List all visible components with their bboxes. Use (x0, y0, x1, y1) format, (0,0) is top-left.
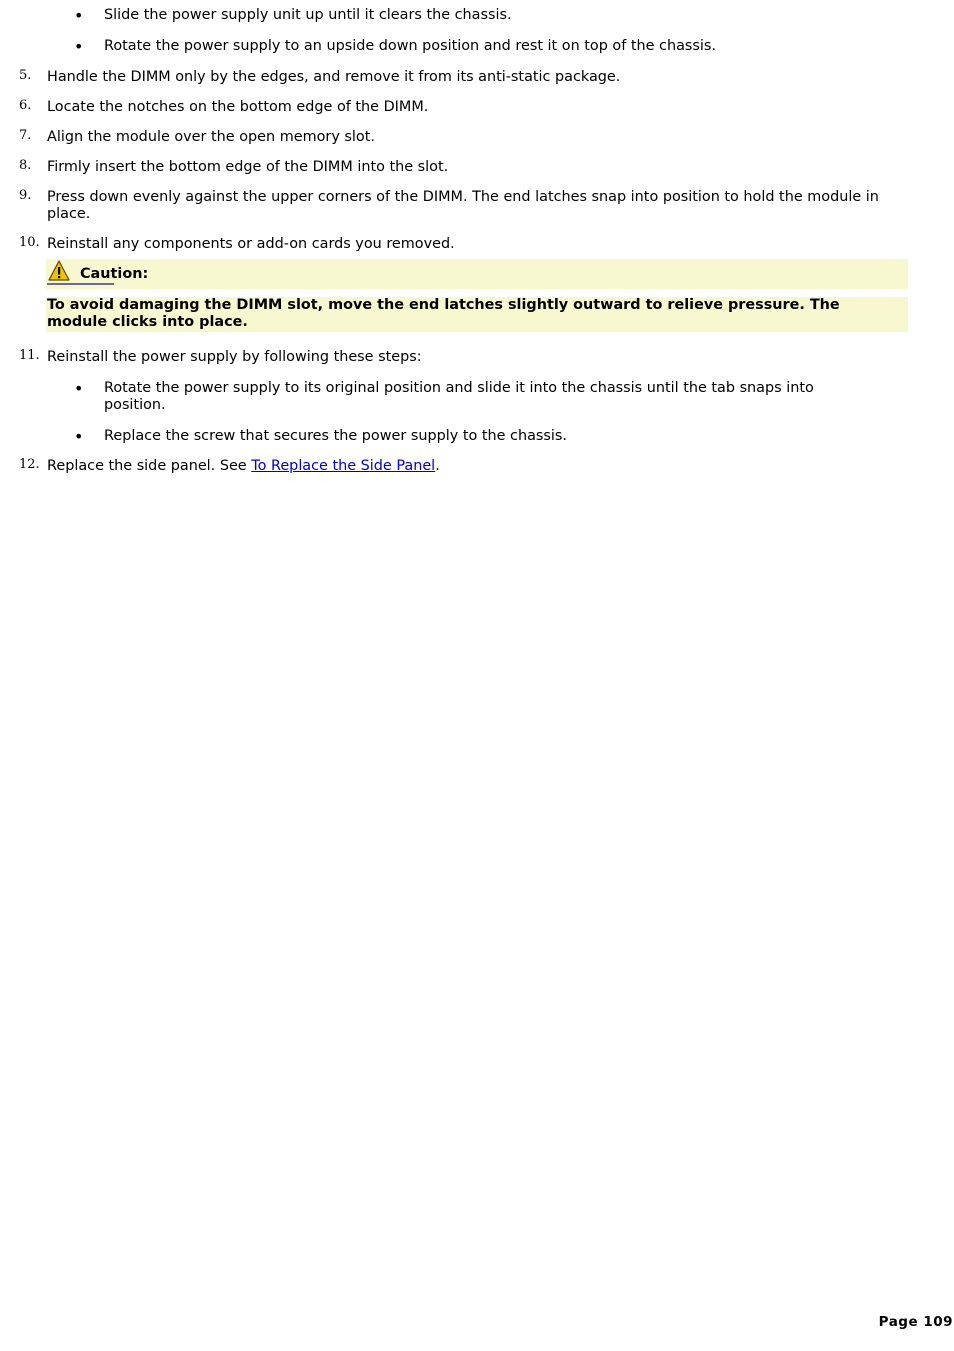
bullet-text: Slide the power supply unit up until it clears the chassis. (104, 7, 512, 23)
step-text: Reinstall any components or add-on cards you removed. (47, 236, 455, 252)
step-number: 11. (19, 348, 40, 363)
step-number: 8. (19, 158, 32, 173)
step-number: 6. (19, 98, 32, 113)
bullet-icon: • (74, 37, 84, 56)
bullet-text: Rotate the power supply to its original position and slide it into the chassis until the tab snaps into position. (104, 380, 814, 413)
step-text (47, 458, 917, 475)
step-number: 7. (19, 128, 32, 143)
step-number: 10. (19, 235, 40, 250)
replace-side-panel-link[interactable]: To Replace the Side Panel (251, 458, 436, 474)
step-text: Align the module over the open memory slot. (47, 129, 375, 145)
bullet-text: Rotate the power supply to an upside down position and rest it on top of the chassis. (104, 38, 716, 54)
bullet-text: Replace the screw that secures the power supply to the chassis. (104, 428, 567, 444)
step-text-prefix: Replace the side panel. See (47, 458, 252, 474)
caution-text: To avoid damaging the DIMM slot, move the end latches slightly outward to relieve pressure. The module clicks into place. (47, 297, 840, 330)
caution-header (46, 259, 908, 289)
caution-label: Caution: (80, 266, 149, 282)
warning-icon (48, 260, 70, 282)
caution-divider (47, 283, 114, 285)
step-text-suffix: . (435, 458, 440, 474)
step-number: 12. (19, 457, 40, 472)
step-text: Firmly insert the bottom edge of the DIMM into the slot. (47, 159, 449, 175)
step-text: Locate the notches on the bottom edge of the DIMM. (47, 99, 429, 115)
bullet-icon: • (74, 427, 84, 446)
caution-body (46, 297, 908, 332)
step-text: Reinstall the power supply by following these steps: (47, 349, 422, 365)
bullet-icon: • (74, 6, 84, 25)
step-text: Handle the DIMM only by the edges, and remove it from its anti-static package. (47, 69, 621, 85)
page-number: Page 109 (878, 1314, 953, 1330)
bullet-icon: • (74, 379, 84, 398)
step-number: 9. (19, 188, 32, 203)
step-number: 5. (19, 68, 32, 83)
step-text: Press down evenly against the upper corners of the DIMM. The end latches snap into position to hold the module in place. (47, 189, 879, 222)
